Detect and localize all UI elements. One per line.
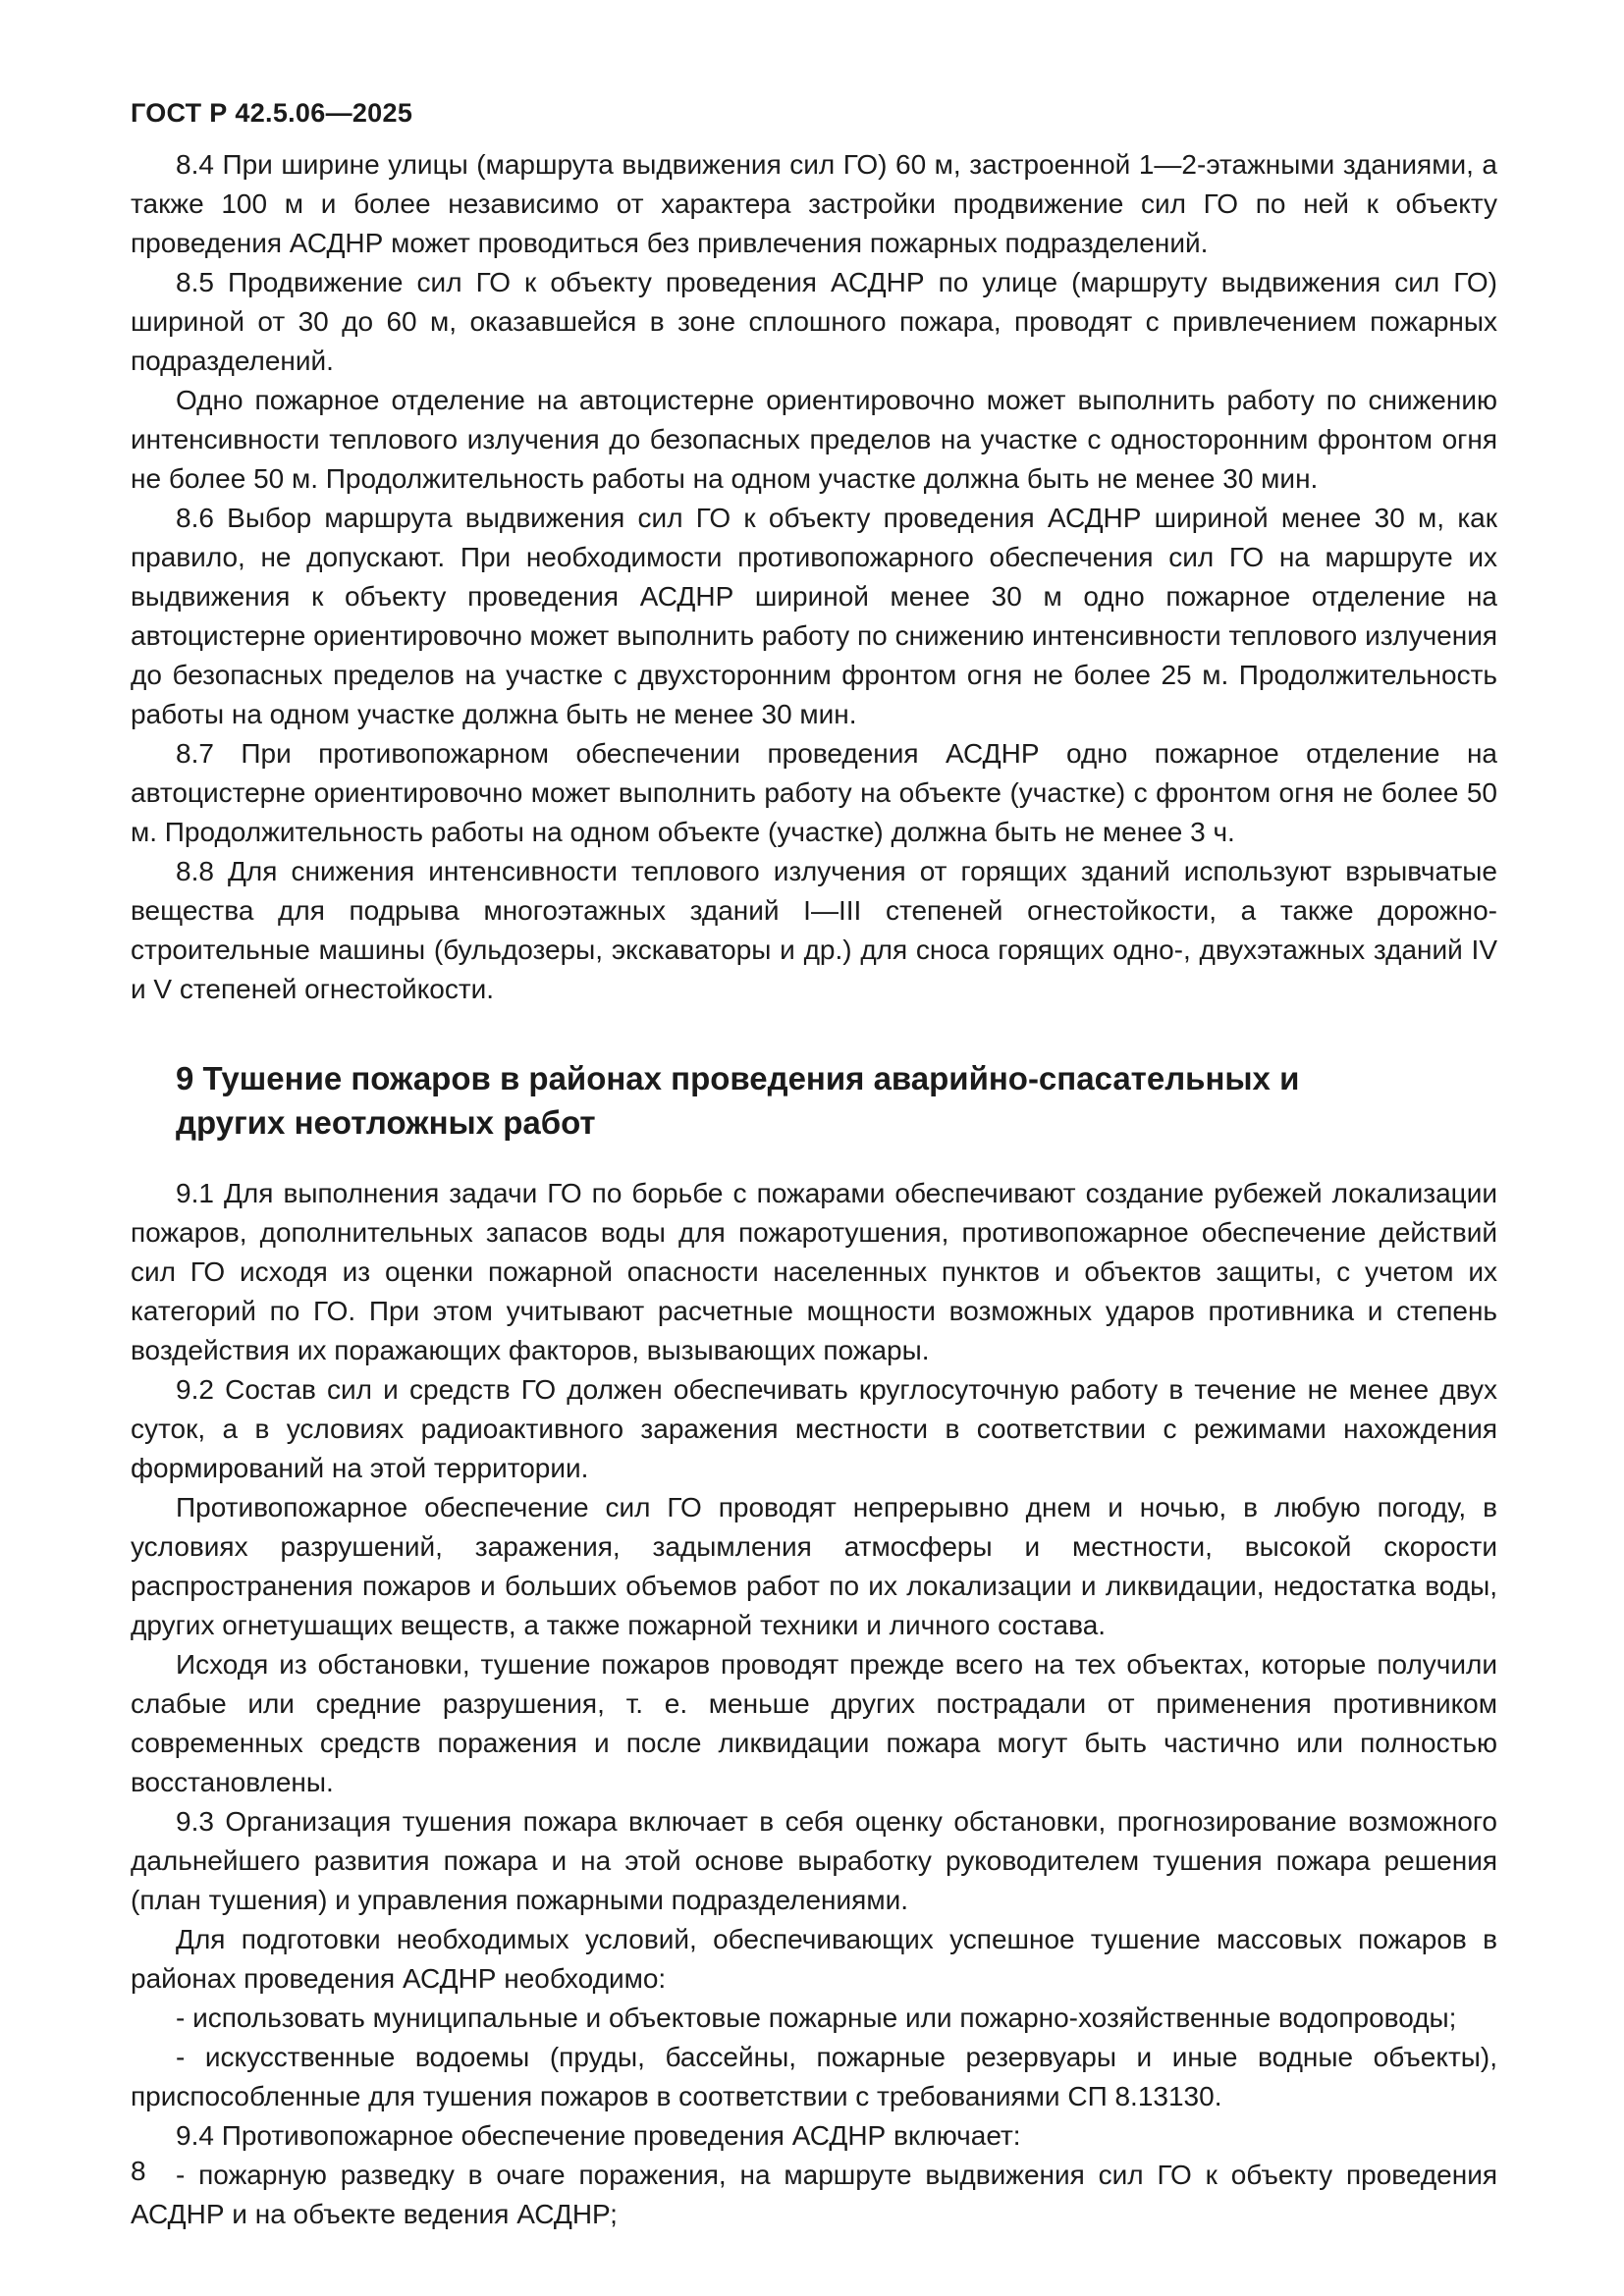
paragraph-8-8: 8.8 Для снижения интенсивности теплового излучения от горящих зданий используют взрывчатые вещества для подрыва многоэтажных зданий I—III степеней огнестойкости, а также дорожно-строительные машины (бульдозеры, экскаваторы и др.) для сноса горящих одно-, двухэтажных зданий IV и V степеней огнестойкости. xyxy=(131,856,1497,1004)
document-body xyxy=(131,145,1497,2234)
paragraph-9-2-continued-1: Противопожарное обеспечение сил ГО проводят непрерывно днем и ночью, в любую погоду, в условиях разрушений, заражения, задымления атмосферы и местности, высокой скорости распространения пожаров и больших объемов работ по их локализации и ликвидации, недостатка воды, других огнетушащих веществ, а также пожарной техники и личного состава. xyxy=(131,1492,1497,1640)
paragraph-9-3-continued: Для подготовки необходимых условий, обеспечивающих успешное тушение массовых пожаров в районах проведения АСДНР необходимо: xyxy=(131,1924,1497,1994)
paragraph-9-2-continued-2: Исходя из обстановки, тушение пожаров проводят прежде всего на тех объектах, которые получили слабые или средние разрушения, т. е. меньше других пострадали от применения противником современных средств поражения и после ликвидации пожара могут быть частично или полностью восстановлены. xyxy=(131,1649,1497,1797)
paragraph-9-1: 9.1 Для выполнения задачи ГО по борьбе с пожарами обеспечивают создание рубежей локализации пожаров, дополнительных запасов воды для пожаротушения, противопожарное обеспечение действий сил ГО исходя из оценки пожарной опасности населенных пунктов и объектов защиты, с учетом их категорий по ГО. При этом учитывают расчетные мощности возможных ударов противника и степень воздействия их поражающих факторов, вызывающих пожары. xyxy=(131,1178,1497,1365)
list-item-water-supply: - использовать муниципальные и объектовые пожарные или пожарно-хозяйственные водопроводы; xyxy=(176,2002,1457,2033)
list-item-reservoirs: - искусственные водоемы (пруды, бассейны, пожарные резервуары и иные водные объекты), приспособленные для тушения пожаров в соответствии с требованиями СП 8.13130. xyxy=(131,2042,1497,2111)
paragraph-9-2: 9.2 Состав сил и средств ГО должен обеспечивать круглосуточную работу в течение не менее двух суток, а в условиях радиоактивного заражения местности в соответствии с режимами нахождения формирований на этой территории. xyxy=(131,1374,1497,1483)
document-header: ГОСТ Р 42.5.06—2025 xyxy=(131,98,413,128)
paragraph-9-3: 9.3 Организация тушения пожара включает в себя оценку обстановки, прогнозирование возможного дальнейшего развития пожара и на этой основе выработку руководителем тушения пожара решения (план тушения) и управления пожарными подразделениями. xyxy=(131,1806,1497,1915)
paragraph-8-4: 8.4 При ширине улицы (маршрута выдвижения сил ГО) 60 м, застроенной 1—2-этажными зданиями, а также 100 м и более независимо от характера застройки продвижение сил ГО по ней к объекту проведения АСДНР может проводиться без привлечения пожарных подразделений. xyxy=(131,149,1497,258)
paragraph-8-6: 8.6 Выбор маршрута выдвижения сил ГО к объекту проведения АСДНР шириной менее 30 м, как правило, не допускают. При необходимости противопожарного обеспечения сил ГО на маршруте их выдвижения к объекту проведения АСДНР шириной менее 30 м одно пожарное отделение на автоцистерне ориентировочно может выполнить работу по снижению интенсивности теплового излучения до безопасных пределов на участке с двухсторонним фронтом огня не более 25 м. Продолжительность работы на одном участке должна быть не менее 30 мин. xyxy=(131,503,1497,729)
list-item-fire-reconnaissance: - пожарную разведку в очаге поражения, на маршруте выдвижения сил ГО к объекту проведения АСДНР и на объекте ведения АСДНР; xyxy=(131,2160,1497,2229)
paragraph-8-7: 8.7 При противопожарном обеспечении проведения АСДНР одно пожарное отделение на автоцистерне ориентировочно может выполнить работу на объекте (участке) с фронтом огня не более 50 м. Продолжительность работы на одном объекте (участке) должна быть не менее 3 ч. xyxy=(131,738,1497,847)
section-heading-9: 9 Тушение пожаров в районах проведения аварийно-спасательных и других неотложных работ xyxy=(176,1060,1300,1141)
page-number: 8 xyxy=(131,2156,146,2186)
paragraph-8-5-continued: Одно пожарное отделение на автоцистерне ориентировочно может выполнить работу по снижению интенсивности теплового излучения до безопасных пределов на участке с односторонним фронтом огня не более 50 м. Продолжительность работы на одном участке должна быть не менее 30 мин. xyxy=(131,385,1497,494)
paragraph-8-5: 8.5 Продвижение сил ГО к объекту проведения АСДНР по улице (маршруту выдвижения сил ГО) шириной от 30 до 60 м, оказавшейся в зоне сплошного пожара, проводят с привлечением пожарных подразделений. xyxy=(131,267,1497,376)
paragraph-9-4: 9.4 Противопожарное обеспечение проведения АСДНР включает: xyxy=(176,2120,1021,2151)
